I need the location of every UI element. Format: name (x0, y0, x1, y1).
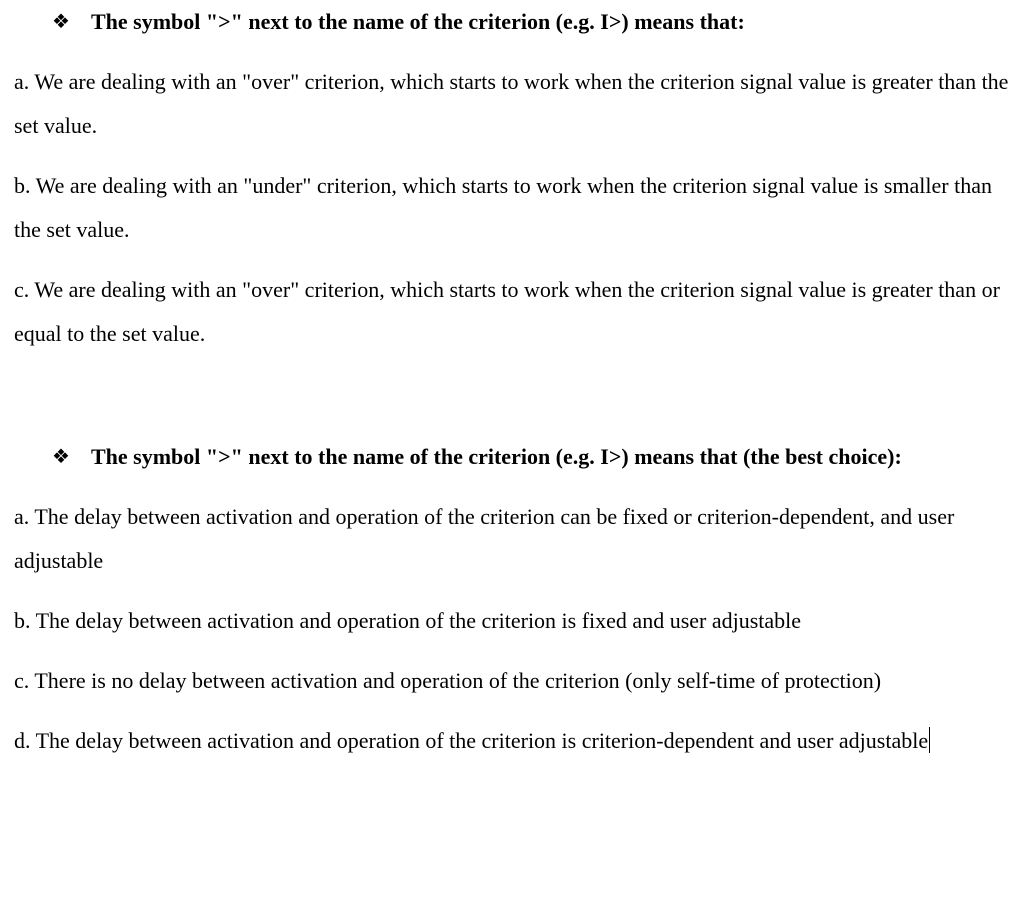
question-2-options (0, 495, 1024, 763)
question-1-options (0, 60, 1024, 356)
question-2-heading (0, 435, 1024, 479)
question-2-option-d (0, 719, 1024, 763)
question-1-heading (0, 0, 1024, 44)
question-1-option-a: a. We are dealing with an "over" criterion, which starts to work when the criterion signal value is greater than the set value. (14, 69, 1009, 138)
question-1-heading-text: The symbol ">" next to the name of the criterion (e.g. I>) means that: (91, 9, 745, 34)
question-2-heading-text: The symbol ">" next to the name of the criterion (e.g. I>) means that (the best choice): (91, 444, 902, 469)
text-cursor (929, 727, 930, 753)
question-2-option-b: b. The delay between activation and operation of the criterion is fixed and user adjustable (14, 608, 802, 633)
diamond-bullet-icon: ❖ (52, 446, 70, 468)
question-1-option-b: b. We are dealing with an "under" criterion, which starts to work when the criterion signal value is smaller than the set value. (14, 173, 993, 242)
question-2 (0, 435, 1024, 779)
diamond-bullet-icon: ❖ (52, 11, 70, 33)
question-1-option-c: c. We are dealing with an "over" criterion, which starts to work when the criterion signal value is greater than or equal to the set value. (14, 277, 1000, 346)
question-1 (0, 0, 1024, 372)
question-2-option-a: a. The delay between activation and operation of the criterion can be fixed or criterion-dependent, and user adjustable (14, 504, 955, 573)
question-2-option-d-text: d. The delay between activation and operation of the criterion is criterion-dependent and user adjustable (14, 728, 929, 753)
question-2-option-c: c. There is no delay between activation and operation of the criterion (only self-time of protection) (14, 668, 882, 693)
